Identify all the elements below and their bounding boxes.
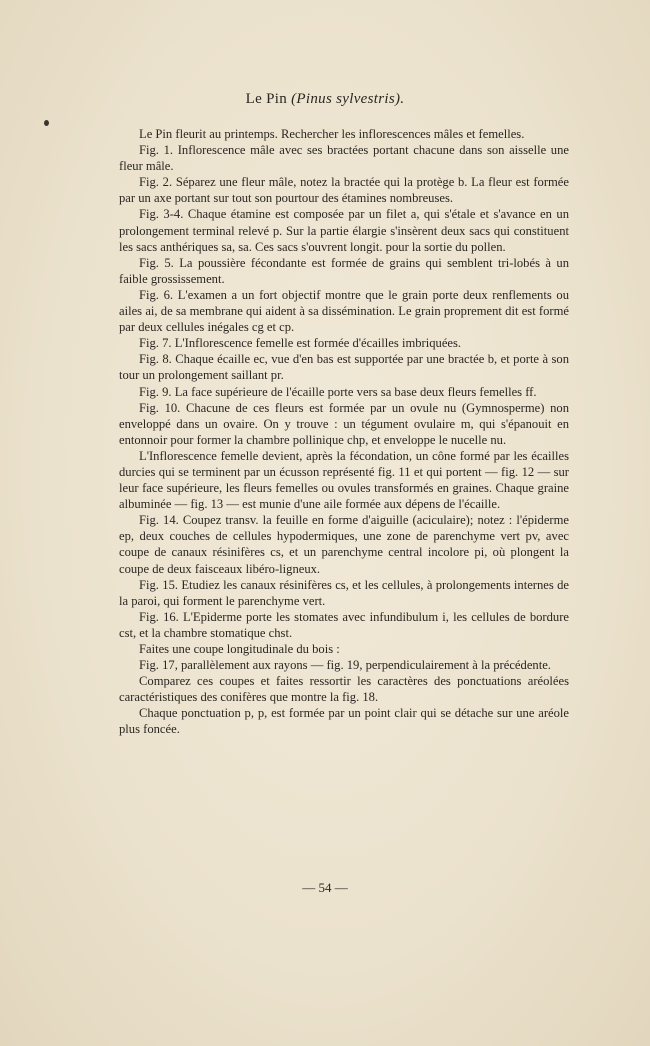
paragraph: Fig. 17, parallèlement aux rayons — fig. 19, perpendiculairement à la précédente. (139, 658, 551, 673)
paragraph: Fig. 6. L'examen a un fort objectif montre que le grain porte deux renflements ou ailes ai, de sa membrane qui aident à sa dissémination. Le grain proprement dit est formé par deux cellules inégales cg et cp. (119, 287, 569, 335)
paragraph: Fig. 10. Chacune de ces fleurs est formée par un ovule nu (Gymnosperme) non enveloppé dans un ovaire. On y trouve : un tégument ovulaire m, qui s'épanouit en entonnoir pour former la chambre pollinique chp, et enveloppe le nucelle nu. (119, 400, 569, 447)
paragraph: Fig. 14. Coupez transv. la feuille en forme d'aiguille (aciculaire); notez : l'épiderme ep, deux couches de cellules hypodermiques, une zone de parenchyme vert pv, avec coupe de canaux résinifères cs, et un parenchyme central incolore pi, où plongent la coupe de deux faisceaux libéro-ligneux. (119, 513, 569, 576)
paragraph: L'Inflorescence femelle devient, après la fécondation, un cône formé par les écailles durcies qui se terminent par un écusson représenté fig. 11 et qui portent — fig. 12 — sur leur face supérieure, les fleurs femelles ou ovules transformés en graines. Chaque graine albuminée — fig. 13 — est munie d'une aile formée aux dépens de l'écaille. (119, 448, 569, 512)
margin-mark (44, 120, 49, 126)
page-title (0, 91, 650, 108)
paragraph: Fig. 9. La face supérieure de l'écaille porte vers sa base deux fleurs femelles ff. (139, 384, 537, 399)
paragraph: Fig. 8. Chaque écaille ec, vue d'en bas est supportée par une bractée b, et porte à son tour un prolongement saillant pr. (119, 352, 569, 383)
paragraph: Fig. 2. Séparez une fleur mâle, notez la bractée qui la protège b. La fleur est formée par un axe portant sur tout son pourtour des étamines nombreuses. (119, 175, 569, 206)
paragraph: Chaque ponctuation p, p, est formée par un point clair qui se détache sur une aréole plus foncée. (119, 706, 569, 737)
paragraph: Le Pin fleurit au printemps. Rechercher les inflorescences mâles et femelles. (139, 127, 525, 141)
paragraph: Fig. 1. Inflorescence mâle avec ses bractées portant chacune dans son aisselle une fleur mâle. (119, 143, 569, 174)
paragraph: Fig. 15. Etudiez les canaux résinifères cs, et les cellules, à prolongements internes de la paroi, qui forment le parenchyme vert. (119, 577, 569, 608)
paragraph: Fig. 5. La poussière fécondante est formée de grains qui semblent tri-lobés à un faible grossissement. (119, 255, 569, 286)
body-text (119, 126, 569, 738)
page-number: — 54 — (302, 880, 348, 895)
title-latin: (Pinus sylvestris). (291, 91, 405, 107)
paragraph: Fig. 16. L'Epiderme porte les stomates avec infundibulum i, les cellules de bordure cst, et la chambre stomatique chst. (119, 609, 569, 640)
paragraph: Faites une coupe longitudinale du bois : (139, 642, 340, 656)
paragraph: Fig. 3-4. Chaque étamine est composée par un filet a, qui s'étale et s'avance en un prolongement terminal relevé p. Sur la partie élargie s'insèrent deux sacs qui constituent les sacs anthériques sa, sa. Ces sacs s'ouvrent longit. pour la sortie du pollen. (119, 207, 569, 254)
paragraph: Fig. 7. L'Inflorescence femelle est formée d'écailles imbriquées. (139, 336, 462, 351)
title-main: Le Pin (245, 91, 288, 107)
paragraph: Comparez ces coupes et faites ressortir les caractères des ponctuations aréolées caractéristiques des conifères que montre la fig. 18. (119, 674, 569, 705)
